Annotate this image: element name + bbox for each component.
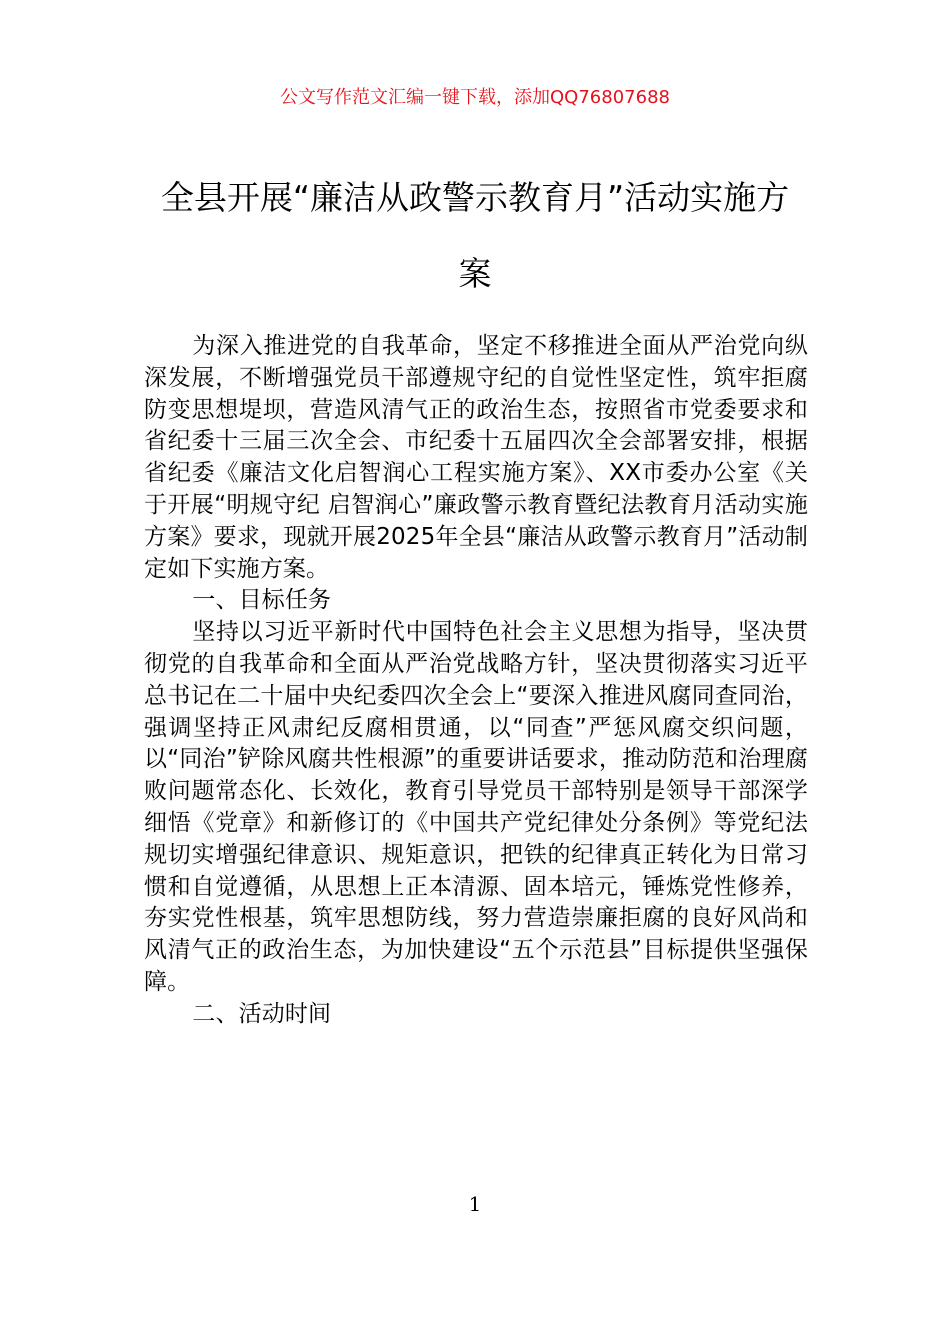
goals-paragraph: 坚持以习近平新时代中国特色社会主义思想为指导，坚决贯彻党的自我革命和全面从严治党战略方针，坚决贯彻落实习近平总书记在二十届中央纪委四次全会上“要深入推进风腐同查同治，强调坚持正风肃纪反腐相贯通，以“同查”严惩风腐交织问题，以“同治”铲除风腐共性根源”的重要讲话要求，推动防范和治理腐败问题常态化、长效化，教育引导党员干部特别是领导干部深学细悟《党章》和新修订的《中国共产党纪律处分条例》等党纪法规切实增强纪律意识、规矩意识，把铁的纪律真正转化为日常习惯和自觉遵循，从思想上正本清源、固本培元，锤炼党性修养，夯实党性根基，筑牢思想防线，努力营造崇廉拒腐的良好风尚和风清气正的政治生态，为加快建设“五个示范县”目标提供坚强保障。 xyxy=(144,619,808,995)
document-title: 全县开展“廉洁从政警示教育月”活动实施方案 xyxy=(160,178,790,293)
download-promo-note: 公文写作范文汇编一键下载，添加QQ76807688 xyxy=(280,87,670,108)
section-heading-goals: 一、目标任务 xyxy=(192,587,332,614)
document-body xyxy=(144,331,808,1031)
section-heading-time: 二、活动时间 xyxy=(192,1000,332,1027)
intro-paragraph: 为深入推进党的自我革命，坚定不移推进全面从严治党向纵深发展，不断增强党员干部遵规守纪的自觉性坚定性，筑牢拒腐防变思想堤坝，营造风清气正的政治生态，按照省市党委要求和省纪委十三届三次全会、市纪委十五届四次全会部署安排，根据省纪委《廉洁文化启智润心工程实施方案》、XX市委办公室《关于开展“明规守纪 启智润心”廉政警示教育暨纪法教育月活动实施方案》要求，现就开展2025年全县“廉洁从政警示教育月”活动制定如下实施方案。 xyxy=(144,333,808,582)
page-number: 1 xyxy=(468,1192,482,1216)
